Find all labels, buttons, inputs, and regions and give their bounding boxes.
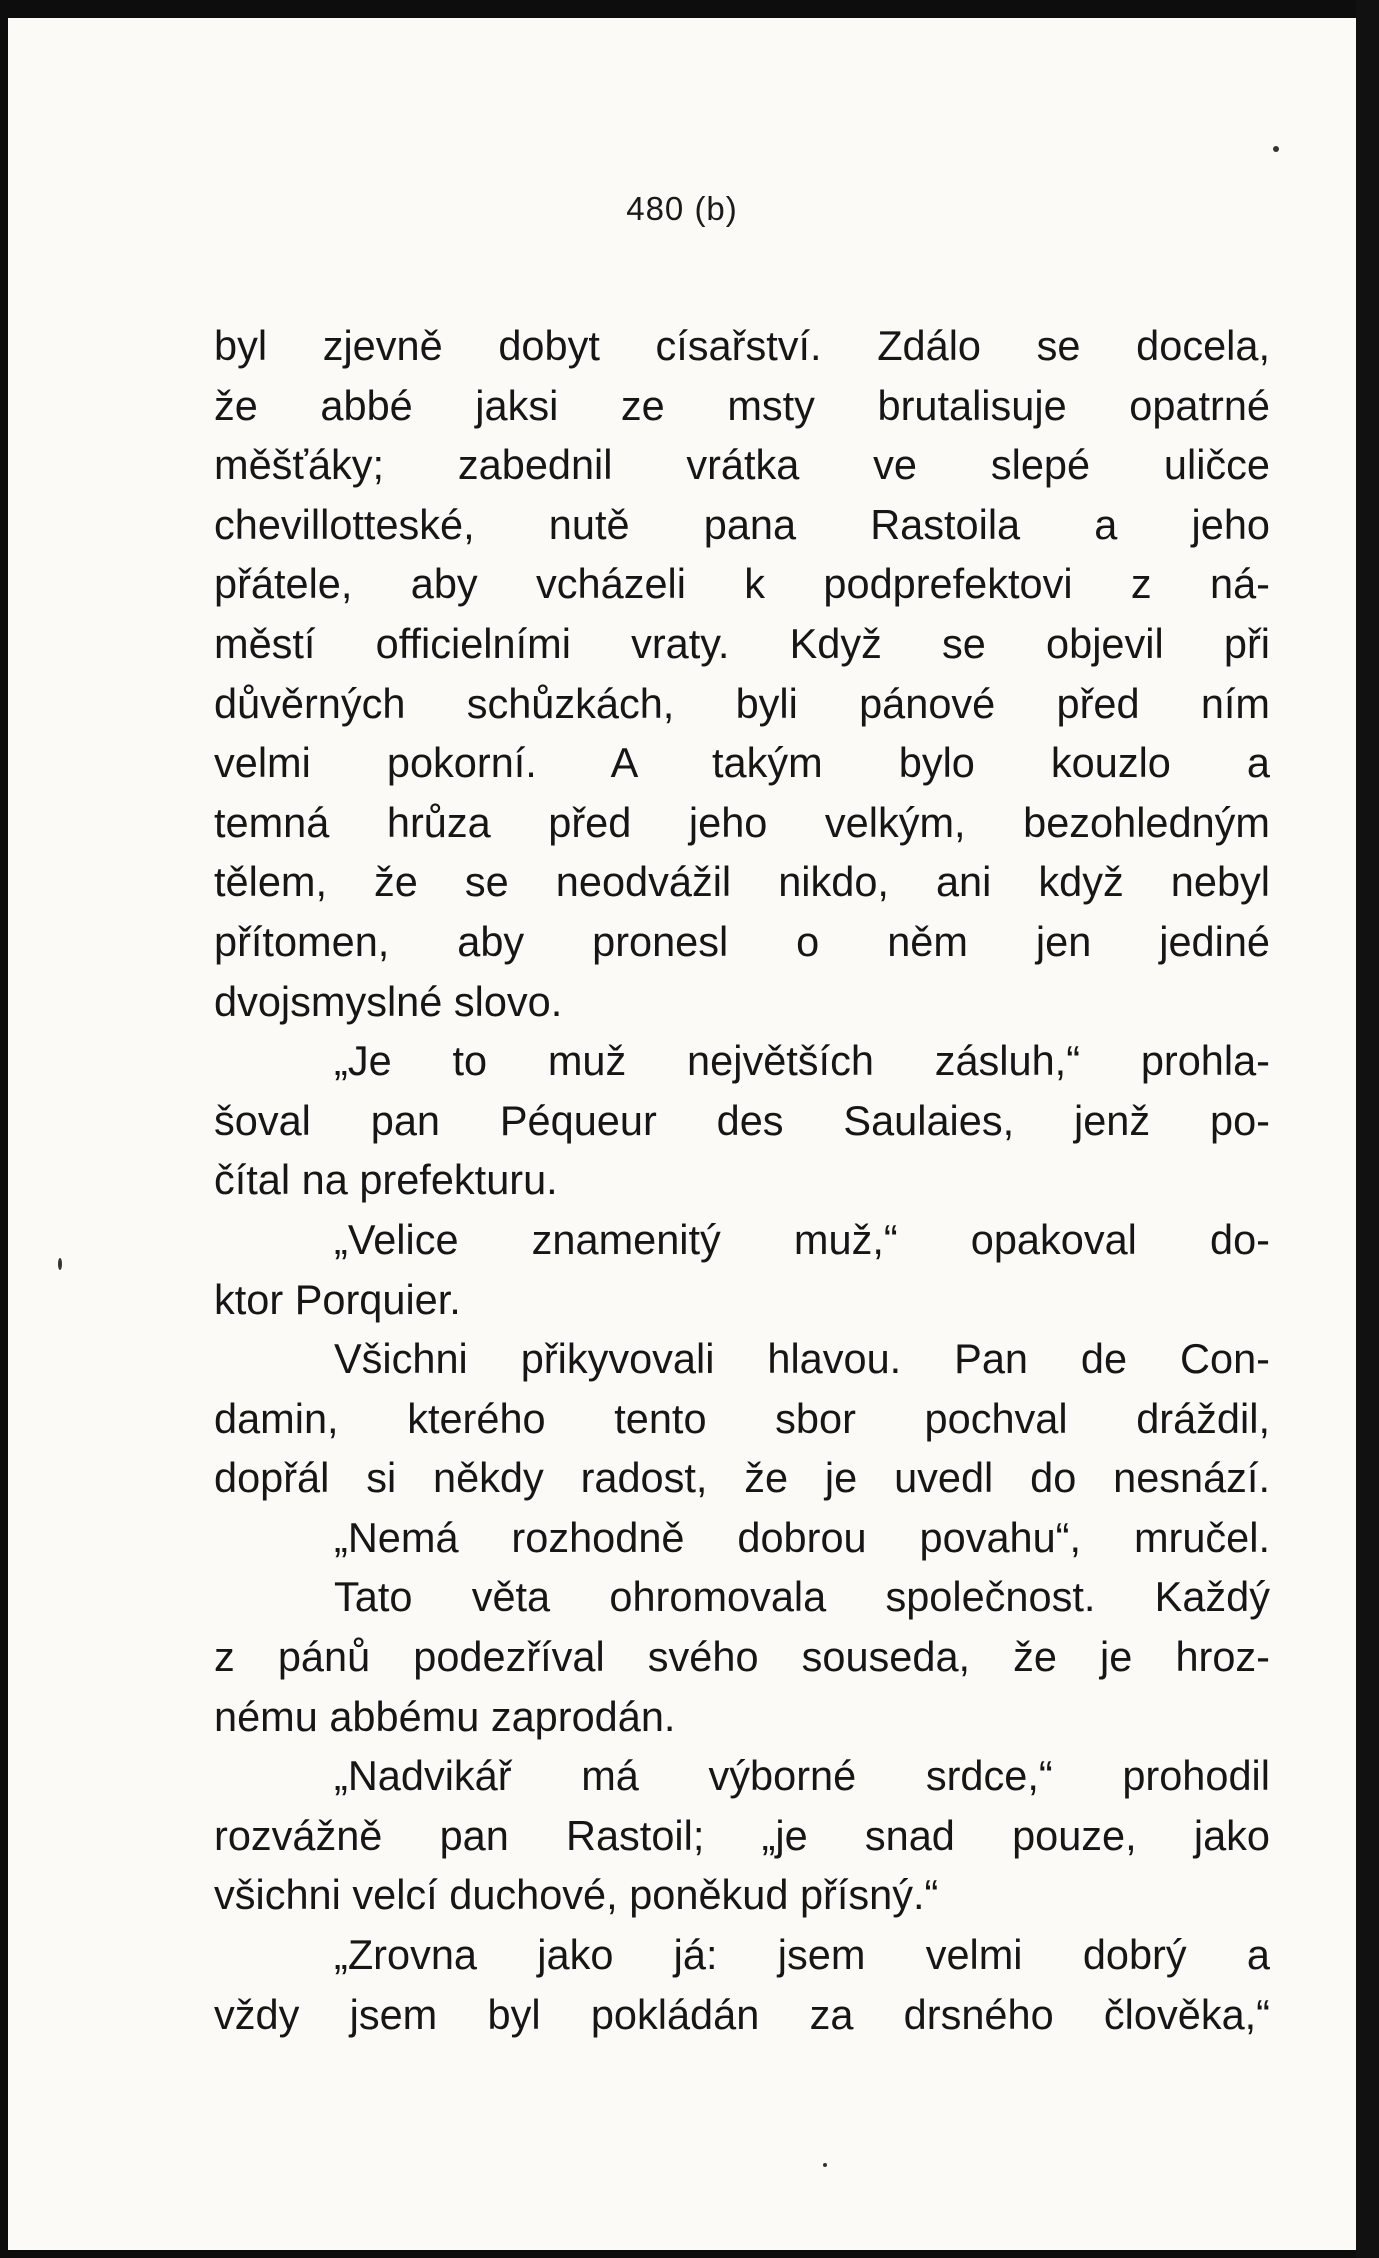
text-line: rozvážně pan Rastoil; „je snad pouze, jako	[214, 1811, 1270, 1859]
text-line: byl zjevně dobyt císařství. Zdálo se docela,	[214, 322, 1270, 369]
text-line: vždy jsem byl pokládán za drsného člověka,“	[214, 1990, 1270, 2038]
page-number: 480 (b)	[626, 190, 738, 227]
body-text	[214, 316, 1270, 2044]
book-page	[8, 18, 1356, 2250]
text-line: „Nadvikář má výborné srdce,“ prohodil	[334, 1752, 1270, 1800]
text-line: „Zrovna jako já: jsem velmi dobrý a	[334, 1931, 1270, 1979]
text-line: tělem, že se neodvážil nikdo, ani když nebyl	[214, 858, 1270, 906]
text-line: Všichni přikyvovali hlavou. Pan de Con-	[334, 1335, 1270, 1383]
text-line: důvěrných schůzkách, byli pánové před ním	[214, 679, 1270, 727]
text-line: „Je to muž největších zásluh,“ prohla-	[334, 1037, 1270, 1085]
text-line: šoval pan Péqueur des Saulaies, jenž po-	[214, 1096, 1270, 1144]
text-line: dvojsmyslné slovo.	[214, 977, 563, 1025]
text-line: velmi pokorní. A takým bylo kouzlo a	[214, 739, 1270, 787]
text-line: ktor Porquier.	[214, 1275, 461, 1323]
text-line: že abbé jaksi ze msty brutalisuje opatrné	[214, 381, 1270, 429]
text-line: přítomen, aby pronesl o něm jen jediné	[214, 917, 1270, 965]
text-line: Tato věta ohromovala společnost. Každý	[334, 1573, 1270, 1621]
text-line: čítal na prefekturu.	[214, 1156, 558, 1204]
text-line: z pánů podezříval svého souseda, že je hroz-	[214, 1633, 1270, 1681]
text-line: všichni velcí duchové, poněkud přísný.“	[214, 1871, 939, 1919]
page-edge-shadow	[1356, 0, 1379, 2258]
text-line: přátele, aby vcházeli k podprefektovi z ná-	[214, 560, 1270, 608]
text-line: temná hrůza před jeho velkým, bezohledným	[214, 798, 1270, 846]
paper-speck	[1273, 146, 1279, 152]
text-line: nému abbému zaprodán.	[214, 1692, 676, 1740]
text-line: „Nemá rozhodně dobrou povahu“, mručel.	[334, 1513, 1270, 1561]
text-line: městí officielními vraty. Když se objevil při	[214, 619, 1270, 667]
text-line: damin, kterého tento sbor pochval dráždil,	[214, 1394, 1270, 1442]
paper-speck	[823, 2163, 827, 2167]
text-line: měšťáky; zabednil vrátka ve slepé uličce	[214, 441, 1270, 489]
text-line: chevillotteské, nutě pana Rastoila a jeho	[214, 500, 1270, 548]
paper-speck	[58, 1258, 62, 1270]
text-line: „Velice znamenitý muž,“ opakoval do-	[334, 1215, 1270, 1263]
text-line: dopřál si někdy radost, že je uvedl do nesnází.	[214, 1454, 1270, 1502]
